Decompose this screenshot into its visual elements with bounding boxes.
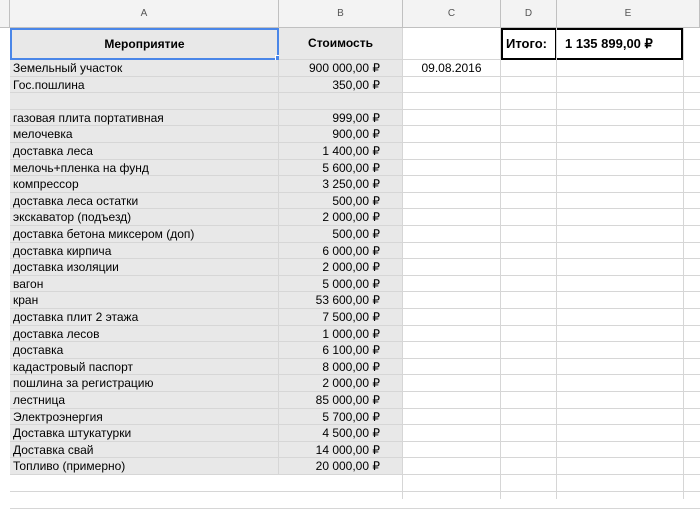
total-value-cell[interactable]: 1 135 899,00 ₽: [555, 28, 683, 60]
cost-cell[interactable]: 4 500,00 ₽: [279, 425, 403, 442]
column-header-c[interactable]: C: [403, 0, 501, 28]
date-cell[interactable]: [403, 243, 501, 259]
cost-cell[interactable]: 5 600,00 ₽: [279, 160, 403, 176]
cost-cell[interactable]: 1 400,00 ₽: [279, 143, 403, 160]
date-cell[interactable]: [403, 375, 501, 392]
date-cell[interactable]: [403, 110, 501, 126]
cost-cell[interactable]: 53 600,00 ₽: [279, 292, 403, 309]
date-cell[interactable]: [403, 193, 501, 209]
date-cell[interactable]: [403, 77, 501, 93]
gridline: [10, 491, 700, 492]
date-cell[interactable]: [403, 209, 501, 226]
cost-cell[interactable]: 500,00 ₽: [279, 226, 403, 243]
event-name-cell[interactable]: доставка плит 2 этажа: [10, 309, 279, 326]
cost-cell[interactable]: 999,00 ₽: [279, 110, 403, 126]
event-name-cell[interactable]: вагон: [10, 276, 279, 292]
event-name-cell[interactable]: доставка леса: [10, 143, 279, 160]
gridline: [683, 28, 684, 499]
date-cell[interactable]: [403, 259, 501, 276]
event-name-cell[interactable]: доставка бетона миксером (доп): [10, 226, 279, 243]
column-header-e[interactable]: E: [557, 0, 700, 28]
total-label-cell[interactable]: Итого:: [501, 28, 557, 60]
event-name-cell[interactable]: кран: [10, 292, 279, 309]
cost-cell[interactable]: 500,00 ₽: [279, 193, 403, 209]
cost-cell[interactable]: 5 700,00 ₽: [279, 409, 403, 425]
event-name-cell[interactable]: мелочевка: [10, 126, 279, 143]
cost-cell[interactable]: 8 000,00 ₽: [279, 359, 403, 375]
cost-cell[interactable]: 1 000,00 ₽: [279, 326, 403, 342]
date-cell[interactable]: [403, 226, 501, 243]
select-all-corner[interactable]: [0, 0, 10, 28]
cost-cell[interactable]: 3 250,00 ₽: [279, 176, 403, 193]
date-cell[interactable]: [403, 442, 501, 458]
gridline: [500, 28, 501, 499]
date-cell[interactable]: [403, 359, 501, 375]
cost-cell[interactable]: 350,00 ₽: [279, 77, 403, 93]
event-name-cell[interactable]: экскаватор (подъезд): [10, 209, 279, 226]
cost-cell[interactable]: 6 000,00 ₽: [279, 243, 403, 259]
column-header-d[interactable]: D: [501, 0, 557, 28]
date-cell[interactable]: [403, 143, 501, 160]
date-cell[interactable]: [403, 409, 501, 425]
event-name-cell[interactable]: [10, 93, 279, 110]
cost-cell[interactable]: 900,00 ₽: [279, 126, 403, 143]
date-cell[interactable]: [403, 160, 501, 176]
gridline: [402, 28, 403, 499]
event-name-cell[interactable]: доставка изоляции: [10, 259, 279, 276]
gridline: [10, 474, 700, 475]
date-cell[interactable]: [403, 276, 501, 292]
event-name-cell[interactable]: мелочь+пленка на фунд: [10, 160, 279, 176]
event-name-cell[interactable]: Доставка штукатурки: [10, 425, 279, 442]
cost-cell[interactable]: 85 000,00 ₽: [279, 392, 403, 409]
date-cell[interactable]: [403, 458, 501, 475]
date-cell[interactable]: [403, 292, 501, 309]
event-name-cell[interactable]: Электроэнергия: [10, 409, 279, 425]
date-cell[interactable]: [403, 326, 501, 342]
cost-cell[interactable]: 6 100,00 ₽: [279, 342, 403, 359]
date-cell[interactable]: [403, 425, 501, 442]
gridline: [556, 28, 557, 499]
event-name-cell[interactable]: Земельный участок: [10, 60, 279, 77]
cell-header-event[interactable]: Мероприятие: [10, 28, 279, 60]
date-cell[interactable]: [403, 342, 501, 359]
date-cell[interactable]: [403, 309, 501, 326]
cost-cell[interactable]: 2 000,00 ₽: [279, 209, 403, 226]
cost-cell[interactable]: [279, 93, 403, 110]
event-name-cell[interactable]: газовая плита портативная: [10, 110, 279, 126]
cost-cell[interactable]: 5 000,00 ₽: [279, 276, 403, 292]
event-name-cell[interactable]: компрессор: [10, 176, 279, 193]
date-cell[interactable]: [403, 392, 501, 409]
cell-c1[interactable]: [403, 28, 501, 60]
event-name-cell[interactable]: доставка кирпича: [10, 243, 279, 259]
cost-cell[interactable]: 2 000,00 ₽: [279, 259, 403, 276]
date-cell[interactable]: [403, 126, 501, 143]
cost-cell[interactable]: 14 000,00 ₽: [279, 442, 403, 458]
event-name-cell[interactable]: лестница: [10, 392, 279, 409]
event-name-cell[interactable]: доставка: [10, 342, 279, 359]
cost-cell[interactable]: 900 000,00 ₽: [279, 60, 403, 77]
event-name-cell[interactable]: доставка лесов: [10, 326, 279, 342]
event-name-cell[interactable]: доставка леса остатки: [10, 193, 279, 209]
date-cell[interactable]: 09.08.2016: [403, 60, 501, 77]
event-name-cell[interactable]: пошлина за регистрацию: [10, 375, 279, 392]
event-name-cell[interactable]: Доставка свай: [10, 442, 279, 458]
cost-cell[interactable]: 2 000,00 ₽: [279, 375, 403, 392]
column-header-a[interactable]: A: [10, 0, 279, 28]
event-name-cell[interactable]: Топливо (примерно): [10, 458, 279, 475]
cost-cell[interactable]: 7 500,00 ₽: [279, 309, 403, 326]
event-name-cell[interactable]: Гос.пошлина: [10, 77, 279, 93]
date-cell[interactable]: [403, 93, 501, 110]
cell-header-cost[interactable]: Стоимость: [279, 28, 403, 60]
column-header-b[interactable]: B: [279, 0, 403, 28]
event-name-cell[interactable]: кадастровый паспорт: [10, 359, 279, 375]
cost-cell[interactable]: 20 000,00 ₽: [279, 458, 403, 475]
date-cell[interactable]: [403, 176, 501, 193]
